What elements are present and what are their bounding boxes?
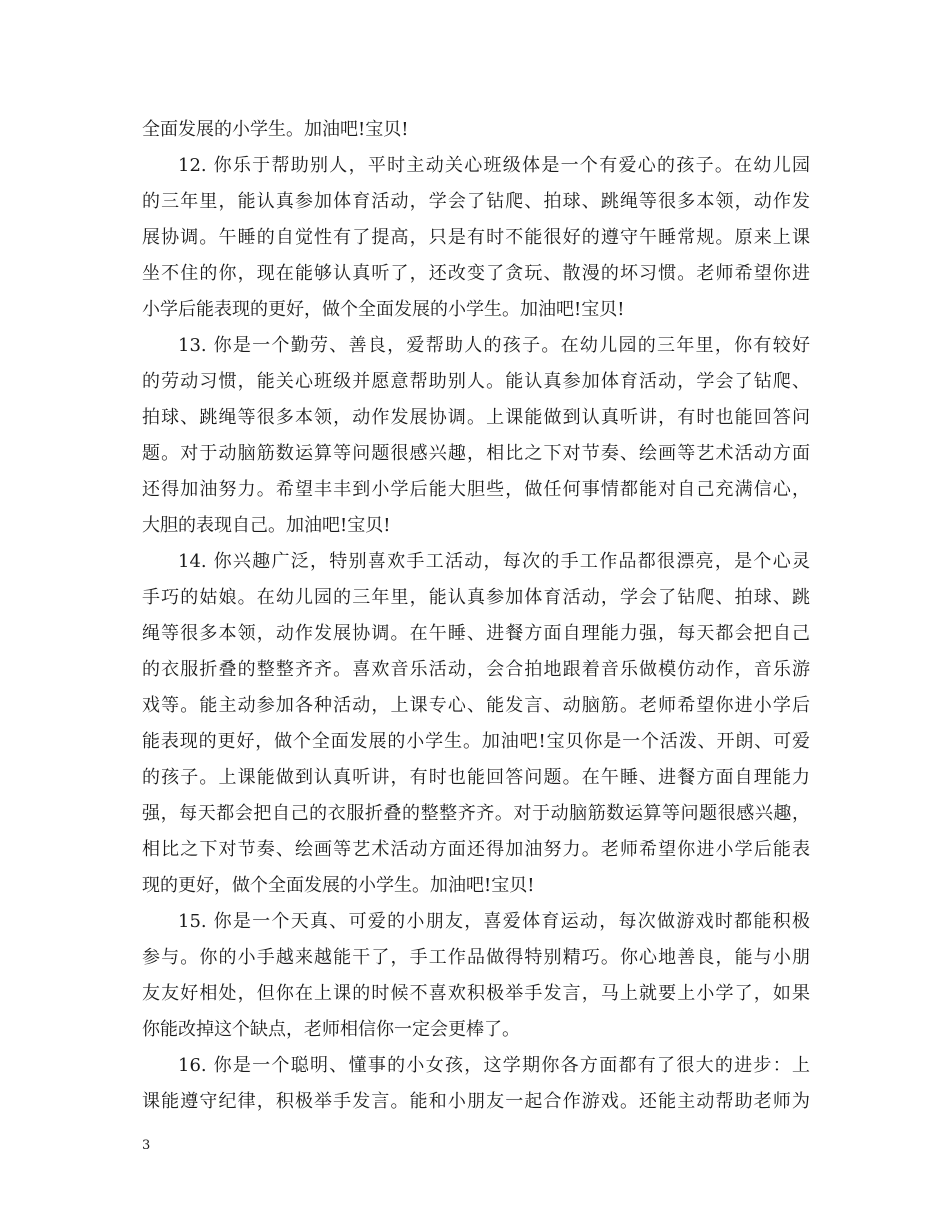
text-line: 13. 你是一个勤劳、善良，爱帮助人的孩子。在幼儿园的三年里，你有较好 <box>178 335 810 356</box>
text-line: 课能遵守纪律，积极举手发言。能和小朋友一起合作游戏。还能主动帮助老师为 <box>142 1091 810 1112</box>
text-line: 友友好相处，但你在上课的时候不喜欢积极举手发言，马上就要上小学了，如果 <box>142 983 810 1004</box>
paragraph-item-12 <box>142 148 810 328</box>
text-line: 14. 你兴趣广泛，特别喜欢手工活动，每次的手工作品都很漂亮，是个心灵 <box>178 551 810 572</box>
text-line: 拍球、跳绳等很多本领，动作发展协调。上课能做到认真听讲，有时也能回答问 <box>142 407 810 428</box>
text-line: 题。对于动脑筋数运算等问题很感兴趣，相比之下对节奏、绘画等艺术活动方面 <box>142 443 810 464</box>
text-line: 还得加油努力。希望丰丰到小学后能大胆些，做任何事情都能对自己充满信心， <box>142 479 810 500</box>
text-line: 参与。你的小手越来越能干了，手工作品做得特别精巧。你心地善良，能与小朋 <box>142 947 810 968</box>
text-line: 绳等很多本领，动作发展协调。在午睡、进餐方面自理能力强，每天都会把自己 <box>142 623 810 644</box>
text-line: 小学后能表现的更好，做个全面发展的小学生。加油吧!宝贝! <box>142 299 625 320</box>
paragraph-item-16 <box>142 1048 810 1120</box>
text-line: 强，每天都会把自己的衣服折叠的整整齐齐。对于动脑筋数运算等问题很感兴趣， <box>142 803 810 824</box>
text-line: 12. 你乐于帮助别人，平时主动关心班级体是一个有爱心的孩子。在幼儿园 <box>178 155 810 176</box>
paragraph-item-13 <box>142 328 810 544</box>
text-line: 戏等。能主动参加各种活动，上课专心、能发言、动脑筋。老师希望你进小学后 <box>142 695 810 716</box>
paragraph-item-15 <box>142 904 810 1048</box>
text-line: 的孩子。上课能做到认真听讲，有时也能回答问题。在午睡、进餐方面自理能力 <box>142 767 810 788</box>
text-line: 你能改掉这个缺点，老师相信你一定会更棒了。 <box>142 1019 520 1040</box>
text-line: 相比之下对节奏、绘画等艺术活动方面还得加油努力。老师希望你进小学后能表 <box>142 839 810 860</box>
text-line: 的衣服折叠的整整齐齐。喜欢音乐活动，会合拍地跟着音乐做模仿动作，音乐游 <box>142 659 810 680</box>
body-text <box>142 112 810 1120</box>
text-line: 展协调。午睡的自觉性有了提高，只是有时不能很好的遵守午睡常规。原来上课 <box>142 227 810 248</box>
paragraph-item-14 <box>142 544 810 904</box>
text-line: 手巧的姑娘。在幼儿园的三年里，能认真参加体育活动，学会了钻爬、拍球、跳 <box>142 587 810 608</box>
text-line: 现的更好，做个全面发展的小学生。加油吧!宝贝! <box>142 875 535 896</box>
paragraph-continuation <box>142 112 810 148</box>
page-number: 3 <box>142 1138 151 1153</box>
text-line: 的劳动习惯，能关心班级并愿意帮助别人。能认真参加体育活动，学会了钻爬、 <box>142 371 810 392</box>
text-line: 16. 你是一个聪明、懂事的小女孩，这学期你各方面都有了很大的进步：上 <box>178 1055 810 1076</box>
text-line: 坐不住的你，现在能够认真听了，还改变了贪玩、散漫的坏习惯。老师希望你进 <box>142 263 810 284</box>
text-line: 15. 你是一个天真、可爱的小朋友，喜爱体育运动，每次做游戏时都能积极 <box>178 911 810 932</box>
text-line: 的三年里，能认真参加体育活动，学会了钻爬、拍球、跳绳等很多本领，动作发 <box>142 191 810 212</box>
text-line: 全面发展的小学生。加油吧!宝贝! <box>142 119 409 140</box>
text-line: 大胆的表现自己。加油吧!宝贝! <box>142 515 391 536</box>
text-line: 能表现的更好，做个全面发展的小学生。加油吧!宝贝你是一个活泼、开朗、可爱 <box>142 731 810 752</box>
